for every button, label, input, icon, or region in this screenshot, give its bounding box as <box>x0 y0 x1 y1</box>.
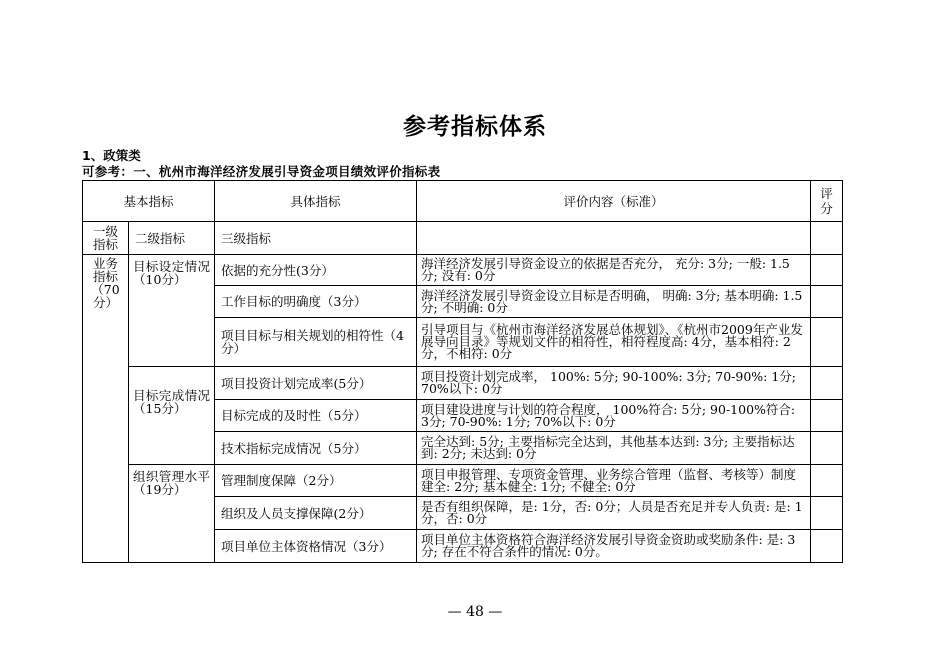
header-basic-indicator: 基本指标 <box>83 181 215 222</box>
page-title: 参考指标体系 <box>403 114 547 140</box>
indicator-cell: 项目单位主体资格情况（3分） <box>215 530 417 563</box>
score-cell <box>811 465 843 497</box>
level-score-empty <box>811 222 843 255</box>
second-level-cell: 目标完成情况 （15分） <box>129 367 215 465</box>
score-cell <box>811 255 843 286</box>
table-caption: 可参考：一、杭州市海洋经济发展引导资金项目绩效评价指标表 <box>82 164 441 179</box>
indicator-cell: 工作目标的明确度（3分） <box>215 286 417 318</box>
header-specific-indicator: 具体指标 <box>215 181 417 222</box>
standard-cell: 项目单位主体资格符合海洋经济发展引导资金资助或奖励条件: 是: 3分; 存在不符合条件的情况: 0分。 <box>417 530 811 563</box>
header-row <box>83 181 843 222</box>
level-standard-empty <box>417 222 811 255</box>
standard-cell: 是否有组织保障，是: 1分，否: 0分；人员是否充足并专人负责: 是: 1分，否: 0分 <box>417 497 811 530</box>
indicator-cell: 组织及人员支撑保障(2分） <box>215 497 417 530</box>
indicator-cell: 项目目标与相关规划的相符性（4分） <box>215 318 417 367</box>
score-cell <box>811 318 843 367</box>
standard-cell: 完全达到: 5分; 主要指标完全达到，其他基本达到: 3分; 主要指标达到: 2分; 未达到: 0分 <box>417 432 811 465</box>
score-cell <box>811 286 843 318</box>
indicator-cell: 技术指标完成情况（5分） <box>215 432 417 465</box>
level-row <box>83 222 843 255</box>
indicator-cell: 目标完成的及时性（5分） <box>215 400 417 432</box>
score-cell <box>811 400 843 432</box>
table-row <box>83 255 843 286</box>
indicator-cell: 管理制度保障（2分） <box>215 465 417 497</box>
indicator-cell: 项目投资计划完成率(5分） <box>215 367 417 400</box>
level-one-label: 一级指标 <box>83 222 129 255</box>
score-cell <box>811 497 843 530</box>
page-number: — 48 — <box>447 604 503 620</box>
header-score <box>811 181 843 222</box>
table-row <box>83 465 843 497</box>
level-three-label: 三级指标 <box>215 222 417 255</box>
score-cell <box>811 367 843 400</box>
indicator-table <box>82 180 843 563</box>
standard-cell: 项目申报管理、专项资金管理、业务综合管理（监督、考核等）制度建全: 2分; 基本健全: 1分; 不健全: 0分 <box>417 465 811 497</box>
score-cell <box>811 530 843 563</box>
second-level-cell: 组织管理水平（19分） <box>129 465 215 563</box>
section-heading: 1、政策类 <box>82 148 141 163</box>
standard-cell: 引导项目与《杭州市海洋经济发展总体规划》、《杭州市2009年产业发展导向目录》等规划文件的相符性，相符程度高: 4分，基本相符: 2分，不相符: 0分 <box>417 318 811 367</box>
second-level-cell: 目标设定情况（10分） <box>129 255 215 367</box>
level-two-label: 二级指标 <box>129 222 215 255</box>
header-evaluation-content: 评价内容（标准） <box>417 181 811 222</box>
standard-cell: 项目建设进度与计划的符合程度， 100%符合: 5分; 90-100%符合: 3分; 70-90%: 1分; 70%以下: 0分 <box>417 400 811 432</box>
first-level-cell: 业务指标（70分） <box>83 255 129 563</box>
standard-cell: 海洋经济发展引导资金设立的依据是否充分， 充分: 3分; 一般: 1.5分; 没有: 0分 <box>417 255 811 286</box>
indicator-cell: 依据的充分性(3分） <box>215 255 417 286</box>
score-cell <box>811 432 843 465</box>
standard-cell: 项目投资计划完成率， 100%: 5分; 90-100%: 3分; 70-90%: 1分; 70%以下: 0分 <box>417 367 811 400</box>
header-score-text: 评分 <box>820 186 833 216</box>
standard-cell: 海洋经济发展引导资金设立目标是否明确， 明确: 3分; 基本明确: 1.5分; 不明确: 0分 <box>417 286 811 318</box>
table-row <box>83 367 843 400</box>
